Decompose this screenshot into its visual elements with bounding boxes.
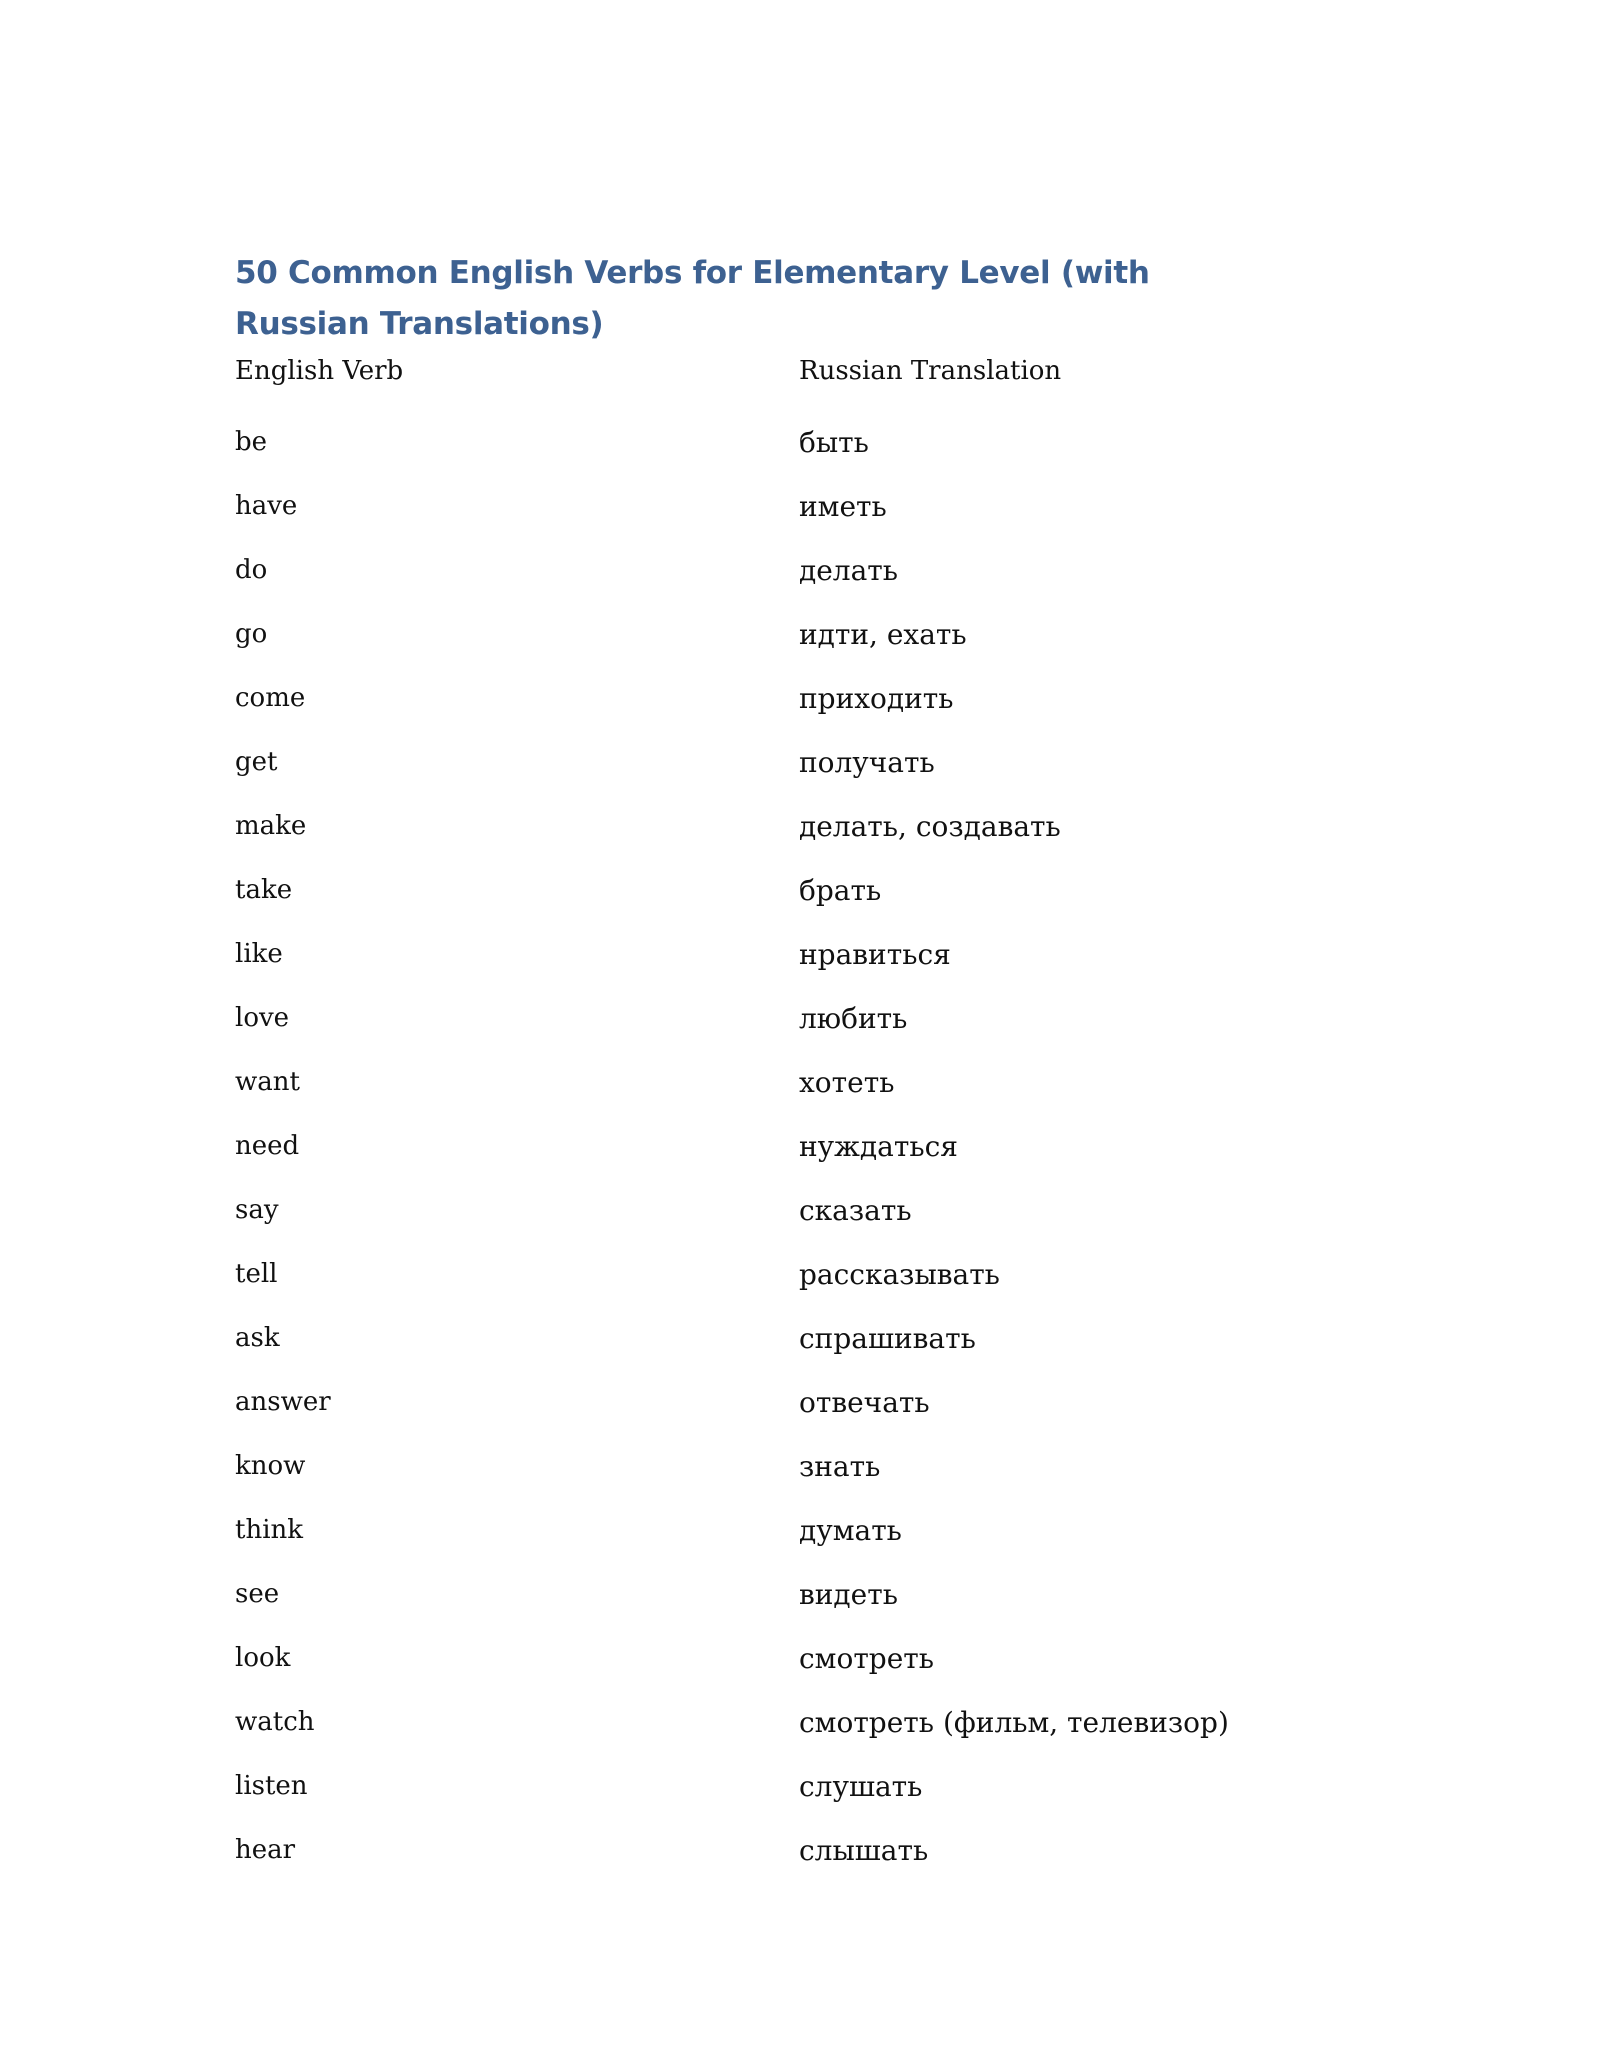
english-verb: go bbox=[235, 619, 268, 649]
russian-translation: отвечать bbox=[799, 1385, 930, 1419]
russian-translation: хотеть bbox=[799, 1065, 895, 1099]
russian-translation: смотреть bbox=[799, 1641, 935, 1675]
table-row bbox=[235, 794, 1335, 858]
table-row bbox=[235, 986, 1335, 1050]
table-row bbox=[235, 666, 1335, 730]
english-verb: be bbox=[235, 427, 268, 457]
russian-translation: быть bbox=[799, 425, 869, 459]
english-verb: listen bbox=[235, 1771, 308, 1801]
table-header-row bbox=[235, 346, 1335, 396]
table-row bbox=[235, 1818, 1335, 1882]
header-english-verb: English Verb bbox=[235, 356, 404, 386]
russian-translation: рассказывать bbox=[799, 1257, 1000, 1291]
table-row bbox=[235, 602, 1335, 666]
english-verb: see bbox=[235, 1579, 280, 1609]
english-verb: tell bbox=[235, 1259, 278, 1289]
table-row bbox=[235, 922, 1335, 986]
russian-translation: думать bbox=[799, 1513, 902, 1547]
english-verb: hear bbox=[235, 1835, 296, 1865]
english-verb: say bbox=[235, 1195, 279, 1225]
header-russian-translation: Russian Translation bbox=[799, 356, 1062, 386]
russian-translation: слушать bbox=[799, 1769, 923, 1803]
table-row bbox=[235, 1242, 1335, 1306]
english-verb: look bbox=[235, 1643, 291, 1673]
table-row bbox=[235, 730, 1335, 794]
russian-translation: слышать bbox=[799, 1833, 929, 1867]
russian-translation: сказать bbox=[799, 1193, 912, 1227]
table-row bbox=[235, 1754, 1335, 1818]
russian-translation: делать, создавать bbox=[799, 809, 1061, 843]
english-verb: love bbox=[235, 1003, 290, 1033]
table-row bbox=[235, 1690, 1335, 1754]
table-row bbox=[235, 1370, 1335, 1434]
table-row bbox=[235, 474, 1335, 538]
russian-translation: видеть bbox=[799, 1577, 898, 1611]
english-verb: have bbox=[235, 491, 298, 521]
english-verb: get bbox=[235, 747, 278, 777]
document-title: 50 Common English Verbs for Elementary Level (with Russian Translations) bbox=[235, 255, 1150, 342]
russian-translation: спрашивать bbox=[799, 1321, 976, 1355]
table-row bbox=[235, 1498, 1335, 1562]
table-row bbox=[235, 858, 1335, 922]
english-verb: know bbox=[235, 1451, 306, 1481]
english-verb: take bbox=[235, 875, 293, 905]
english-verb: want bbox=[235, 1067, 300, 1097]
russian-translation: идти, ехать bbox=[799, 617, 967, 651]
english-verb: watch bbox=[235, 1707, 315, 1737]
verb-table bbox=[235, 346, 1335, 1882]
english-verb: answer bbox=[235, 1387, 331, 1417]
table-row bbox=[235, 1562, 1335, 1626]
table-row bbox=[235, 1178, 1335, 1242]
table-row bbox=[235, 1626, 1335, 1690]
russian-translation: нравиться bbox=[799, 937, 951, 971]
russian-translation: получать bbox=[799, 745, 935, 779]
english-verb: make bbox=[235, 811, 307, 841]
table-row bbox=[235, 1306, 1335, 1370]
table-row bbox=[235, 410, 1335, 474]
russian-translation: любить bbox=[799, 1001, 908, 1035]
russian-translation: брать bbox=[799, 873, 882, 907]
table-row bbox=[235, 1114, 1335, 1178]
russian-translation: знать bbox=[799, 1449, 881, 1483]
russian-translation: иметь bbox=[799, 489, 887, 523]
russian-translation: делать bbox=[799, 553, 899, 587]
table-row bbox=[235, 538, 1335, 602]
russian-translation: смотреть (фильм, телевизор) bbox=[799, 1705, 1229, 1739]
english-verb: do bbox=[235, 555, 268, 585]
table-row bbox=[235, 1434, 1335, 1498]
english-verb: need bbox=[235, 1131, 300, 1161]
russian-translation: нуждаться bbox=[799, 1129, 958, 1163]
russian-translation: приходить bbox=[799, 681, 954, 715]
english-verb: ask bbox=[235, 1323, 280, 1353]
english-verb: think bbox=[235, 1515, 304, 1545]
english-verb: like bbox=[235, 939, 283, 969]
english-verb: come bbox=[235, 683, 306, 713]
table-row bbox=[235, 1050, 1335, 1114]
